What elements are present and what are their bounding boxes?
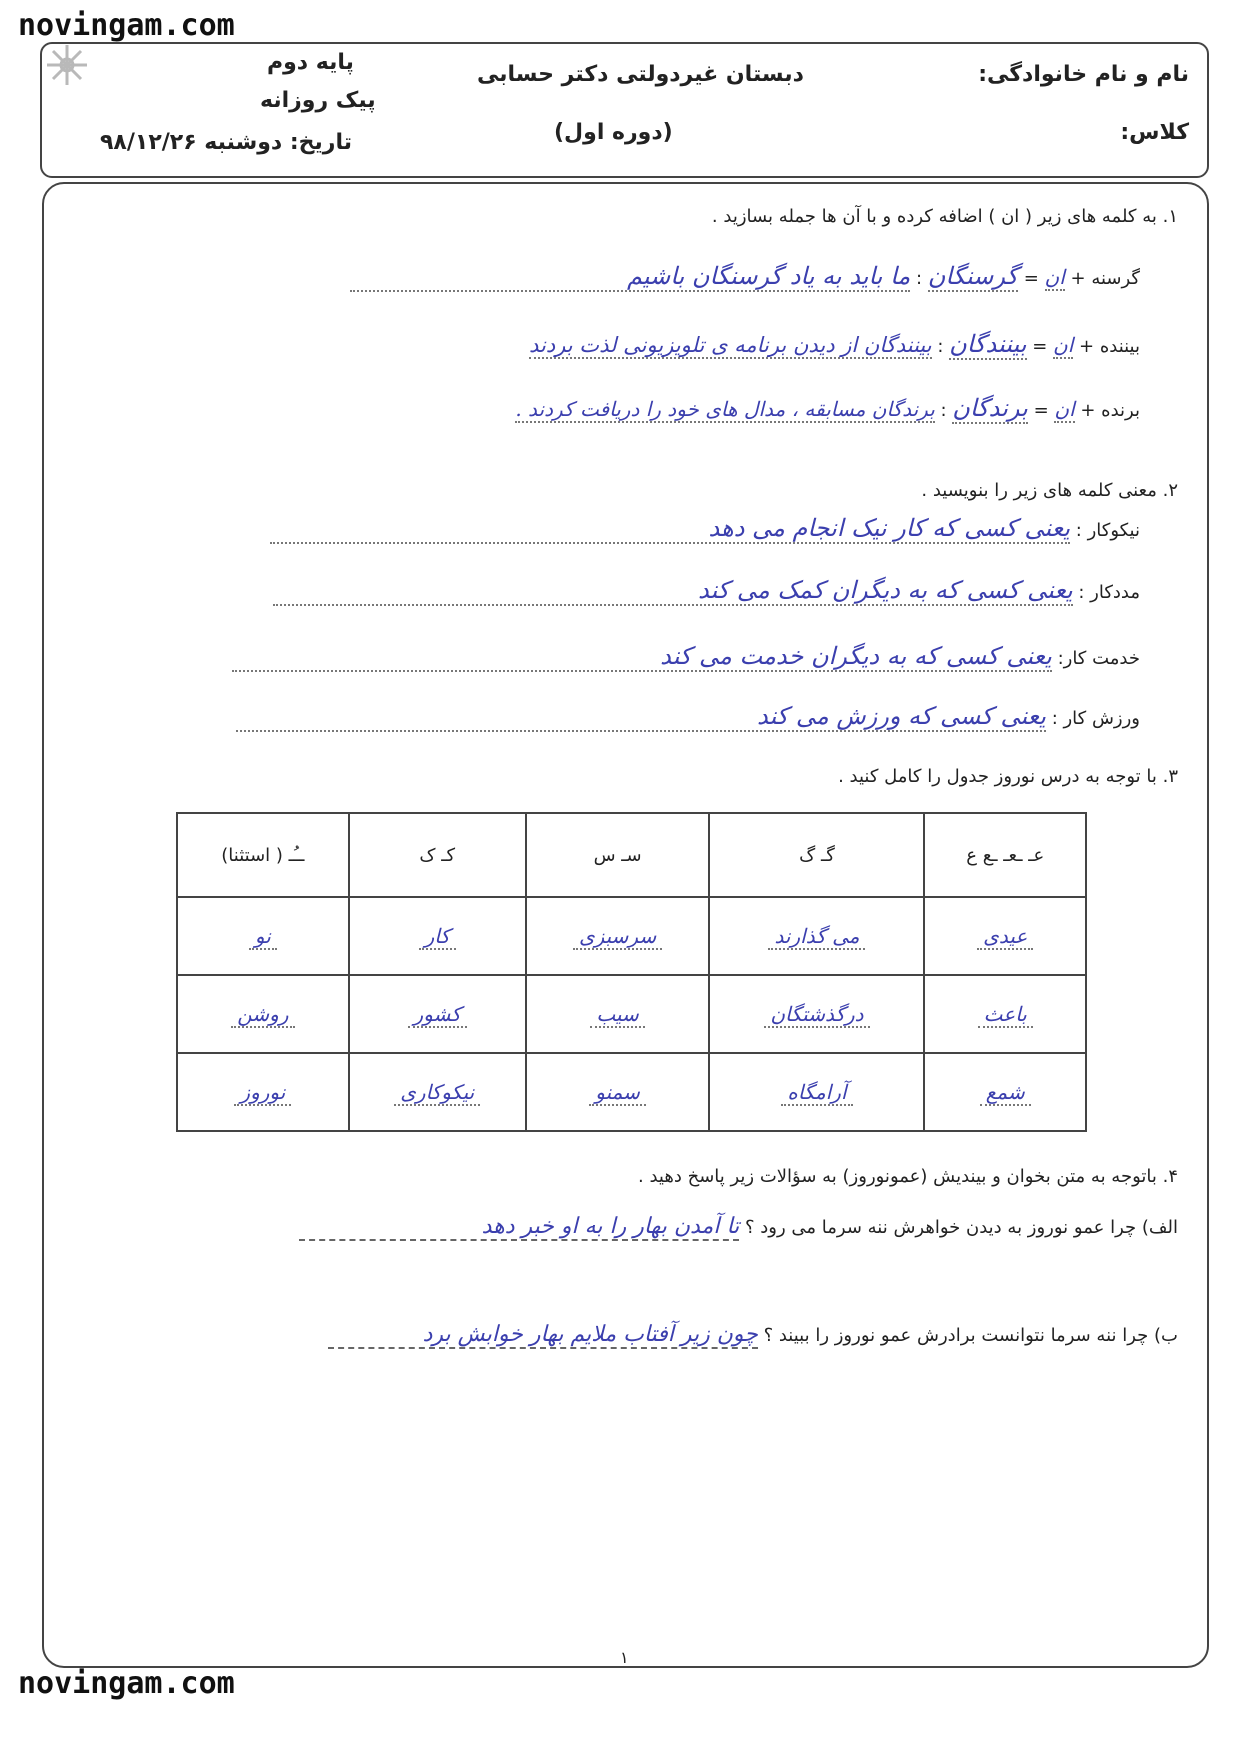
- q1-suffix: ان: [1044, 265, 1065, 289]
- school-period: (دوره اول): [554, 120, 673, 145]
- q1-sentence: برندگان مسابقه ، مدال های خود را دریافت کردند .: [515, 397, 935, 421]
- table-cell: باعث: [978, 1002, 1033, 1028]
- q3-title: ۳. با توجه به درس نوروز جدول را کامل کنید .: [838, 766, 1178, 787]
- q2-row-1: [270, 514, 1140, 544]
- page-number: ۱: [620, 1648, 629, 1667]
- q2-row-3: [232, 642, 1140, 672]
- table-cell: روشن: [231, 1002, 294, 1028]
- q1-result: بینندگان: [949, 330, 1027, 358]
- q4-b-question: ب) چرا ننه سرما نتوانست برادرش عمو نوروز را ببیند ؟: [763, 1325, 1178, 1346]
- class-label: کلاس:: [1120, 120, 1189, 145]
- q4-part-b: [328, 1322, 1178, 1349]
- q2-word: خدمت کار:: [1057, 648, 1140, 669]
- q1-suffix: ان: [1054, 397, 1075, 421]
- school-name: دبستان غیردولتی دکتر حسابی: [477, 62, 804, 87]
- watermark-bottom: novingam.com: [18, 1666, 235, 1701]
- table-cell: سرسبزی: [573, 924, 662, 950]
- table-header-cell: سـ س: [526, 813, 710, 897]
- table-cell: سمنو: [589, 1080, 646, 1106]
- q2-word: مددکار :: [1078, 582, 1140, 603]
- q1-suffix: ان: [1053, 333, 1074, 357]
- name-label: نام و نام خانوادگی:: [978, 62, 1189, 87]
- grade-label: پایه دوم: [267, 50, 354, 75]
- q1-word: بیننده: [1099, 336, 1140, 357]
- table-cell: عیدی: [977, 924, 1033, 950]
- q4-title: ۴. باتوجه به متن بخوان و بیندیش (عمونوروز) به سؤالات زیر پاسخ دهید .: [638, 1166, 1178, 1187]
- table-header-row: [177, 813, 1086, 897]
- table-cell: شمع: [980, 1080, 1031, 1106]
- watermark-top: novingam.com: [18, 8, 235, 43]
- q2-answer: یعنی کسی که کار نیک انجام می دهد: [270, 514, 1070, 544]
- q1-result: گرسنگان: [927, 262, 1019, 290]
- table-header-cell: عـ ـعـ ـع ع: [924, 813, 1086, 897]
- q1-row-2: بیننده + ان = بینندگان : بینندگان از دیدن برنامه ی تلویزیونی لذت بردند: [528, 330, 1140, 358]
- q2-answer: یعنی کسی که به دیگران خدمت می کند: [232, 642, 1052, 672]
- q1-result: برندگان: [952, 394, 1028, 422]
- table-cell: نیکوکاری: [394, 1080, 480, 1106]
- table-cell: آرامگاه: [781, 1080, 852, 1106]
- q3-table: [176, 812, 1087, 1132]
- q2-title: ۲. معنی کلمه های زیر را بنویسید .: [921, 480, 1178, 501]
- q1-word: برنده: [1101, 400, 1140, 421]
- sheet-label: پیک روزانه: [260, 88, 376, 113]
- header-box: [40, 42, 1209, 178]
- date-label: تاریخ: دوشنبه ۹۸/۱۲/۲۶: [100, 130, 352, 155]
- table-cell: نوروز: [234, 1080, 291, 1106]
- q4-b-answer: چون زیر آفتاب ملایم بهار خوابش برد: [328, 1322, 758, 1349]
- table-cell: درگذشتگان: [764, 1002, 869, 1028]
- table-header-cell: کـ ک: [349, 813, 526, 897]
- q2-row-4: [236, 702, 1140, 732]
- table-cell: سیب: [590, 1002, 644, 1028]
- q1-word: گرسنه: [1091, 268, 1140, 289]
- q2-word: ورزش کار :: [1051, 708, 1140, 729]
- table-header-cell: گـ گ: [709, 813, 924, 897]
- q1-row-3: برنده + ان = برندگان : برندگان مسابقه ، مدال های خود را دریافت کردند .: [515, 394, 1140, 422]
- q4-a-answer: تا آمدن بهار را به او خبر دهد: [299, 1214, 739, 1241]
- q2-row-2: [273, 576, 1140, 606]
- q4-a-question: الف) چرا عمو نوروز به دیدن خواهرش ننه سرما می رود ؟: [745, 1217, 1178, 1238]
- q4-part-a: [299, 1214, 1178, 1241]
- table-cell: کشور: [408, 1002, 467, 1028]
- table-row: [177, 897, 1086, 975]
- q1-sentence: بینندگان از دیدن برنامه ی تلویزیونی لذت بردند: [528, 333, 932, 357]
- q1-row-1: گرسنه + ان = گرسنگان : ما باید به یاد گرسنگان باشیم: [350, 262, 1140, 292]
- q2-answer: یعنی کسی که به دیگران کمک می کند: [273, 576, 1073, 606]
- table-cell: می گذارند: [768, 924, 865, 950]
- q2-word: نیکوکار :: [1075, 520, 1140, 541]
- table-header-cell: ــُـ ( استثنا): [177, 813, 349, 897]
- table-cell: نو: [249, 924, 277, 950]
- table-row: [177, 1053, 1086, 1131]
- q2-answer: یعنی کسی که ورزش می کند: [236, 702, 1046, 732]
- table-cell: کار: [419, 924, 456, 950]
- q1-title: ۱. به کلمه های زیر ( ان ) اضافه کرده و با آن ها جمله بسازید .: [711, 206, 1178, 227]
- table-row: [177, 975, 1086, 1053]
- q1-sentence: ما باید به یاد گرسنگان باشیم: [350, 262, 910, 292]
